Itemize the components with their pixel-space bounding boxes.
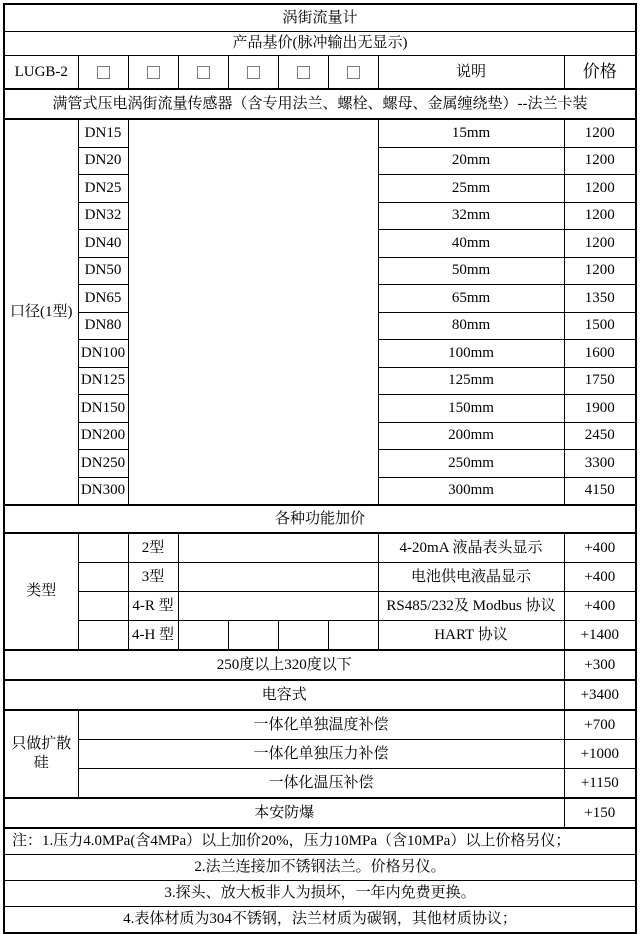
dn-desc: 300mm [378,477,564,505]
dn-price: 1750 [564,367,636,395]
checkbox-icon [347,66,360,79]
dn-code: DN150 [78,395,128,423]
type-section-label: 类型 [4,533,78,650]
dn-price: 1600 [564,340,636,368]
checkbox-icon [197,66,210,79]
compensation-desc: 一体化单独压力补偿 [78,740,564,769]
type-code: 3型 [128,563,178,592]
model-option-cell [78,56,128,90]
empty-cell [78,533,128,563]
empty-cell [178,621,228,651]
checkbox-icon [297,66,310,79]
dn-code: DN50 [78,257,128,285]
type-desc: 电池供电液晶显示 [378,563,564,592]
type-code: 4-H 型 [128,621,178,651]
model-option-cell [228,56,278,90]
dn-code: DN250 [78,450,128,478]
note-line: 3.探头、放大板非人为损坏，一年内免费更换。 [4,881,636,907]
description-column-header: 说明 [378,56,564,90]
type-desc: 4-20mA 液晶表头显示 [378,533,564,563]
empty-cell [128,119,378,505]
model-option-cell [278,56,328,90]
dn-price: 1900 [564,395,636,423]
dn-desc: 150mm [378,395,564,423]
type-price: +1400 [564,621,636,651]
empty-cell [228,621,278,651]
dn-price: 1200 [564,147,636,175]
model-option-cell [328,56,378,90]
dn-code: DN15 [78,119,128,147]
dn-price: 3300 [564,450,636,478]
dn-price: 4150 [564,477,636,505]
empty-cell [178,533,378,563]
checkbox-icon [247,66,260,79]
explosion-proof-price: +150 [564,798,636,828]
addon-desc: 电容式 [4,680,564,710]
dn-desc: 125mm [378,367,564,395]
type-price: +400 [564,533,636,563]
compensation-section-label: 只做扩散硅 [4,710,78,798]
empty-cell [178,592,378,621]
empty-cell [278,621,328,651]
checkbox-icon [97,66,110,79]
model-option-cell [178,56,228,90]
dn-price: 1350 [564,285,636,313]
empty-cell [328,621,378,651]
dn-code: DN40 [78,230,128,258]
note-line: 2.法兰连接加不锈钢法兰。价格另仪。 [4,855,636,881]
empty-cell [178,563,378,592]
dn-price: 1500 [564,312,636,340]
dn-desc: 250mm [378,450,564,478]
dn-price: 1200 [564,119,636,147]
compensation-desc: 一体化单独温度补偿 [78,710,564,740]
dn-desc: 50mm [378,257,564,285]
explosion-proof-desc: 本安防爆 [4,798,564,828]
dn-code: DN20 [78,147,128,175]
dn-desc: 65mm [378,285,564,313]
dn-desc: 15mm [378,119,564,147]
page-title: 涡街流量计 [4,4,636,32]
type-price: +400 [564,592,636,621]
dn-desc: 20mm [378,147,564,175]
empty-cell [78,592,128,621]
dn-desc: 100mm [378,340,564,368]
dn-desc: 25mm [378,175,564,203]
note-line: 注：1.压力4.0MPa(含4MPa）以上加价20%，压力10MPa（含10MPa）以上价格另仪； [4,828,636,855]
dn-code: DN32 [78,202,128,230]
dn-price: 2450 [564,422,636,450]
model-label: LUGB-2 [4,56,78,90]
compensation-price: +1150 [564,769,636,799]
type-desc: RS485/232及 Modbus 协议 [378,592,564,621]
dn-price: 1200 [564,257,636,285]
price-column-header: 价格 [564,56,636,90]
sensor-description: 满管式压电涡街流量传感器（含专用法兰、螺栓、螺母、金属缠绕垫）--法兰卡装 [4,89,636,119]
dn-code: DN80 [78,312,128,340]
dn-desc: 200mm [378,422,564,450]
type-desc: HART 协议 [378,621,564,651]
features-section-header: 各种功能加价 [4,505,636,533]
compensation-price: +1000 [564,740,636,769]
diameter-section-label: 口径(1型) [4,119,78,505]
dn-desc: 80mm [378,312,564,340]
dn-price: 1200 [564,175,636,203]
compensation-desc: 一体化温压补偿 [78,769,564,799]
addon-desc: 250度以上320度以下 [4,650,564,680]
dn-price: 1200 [564,230,636,258]
model-option-cell [128,56,178,90]
dn-code: DN200 [78,422,128,450]
dn-code: DN300 [78,477,128,505]
empty-cell [78,621,128,651]
type-code: 4-R 型 [128,592,178,621]
vortex-flowmeter-price-table [3,3,637,934]
dn-code: DN65 [78,285,128,313]
addon-price: +3400 [564,680,636,710]
dn-desc: 32mm [378,202,564,230]
dn-price: 1200 [564,202,636,230]
dn-code: DN100 [78,340,128,368]
compensation-price: +700 [564,710,636,740]
checkbox-icon [147,66,160,79]
type-code: 2型 [128,533,178,563]
base-price-subtitle: 产品基价(脉冲输出无显示) [4,32,636,56]
type-price: +400 [564,563,636,592]
note-line: 4.表体材质为304不锈钢，法兰材质为碳钢，其他材质协议； [4,907,636,934]
addon-price: +300 [564,650,636,680]
dn-code: DN25 [78,175,128,203]
dn-code: DN125 [78,367,128,395]
dn-desc: 40mm [378,230,564,258]
empty-cell [78,563,128,592]
